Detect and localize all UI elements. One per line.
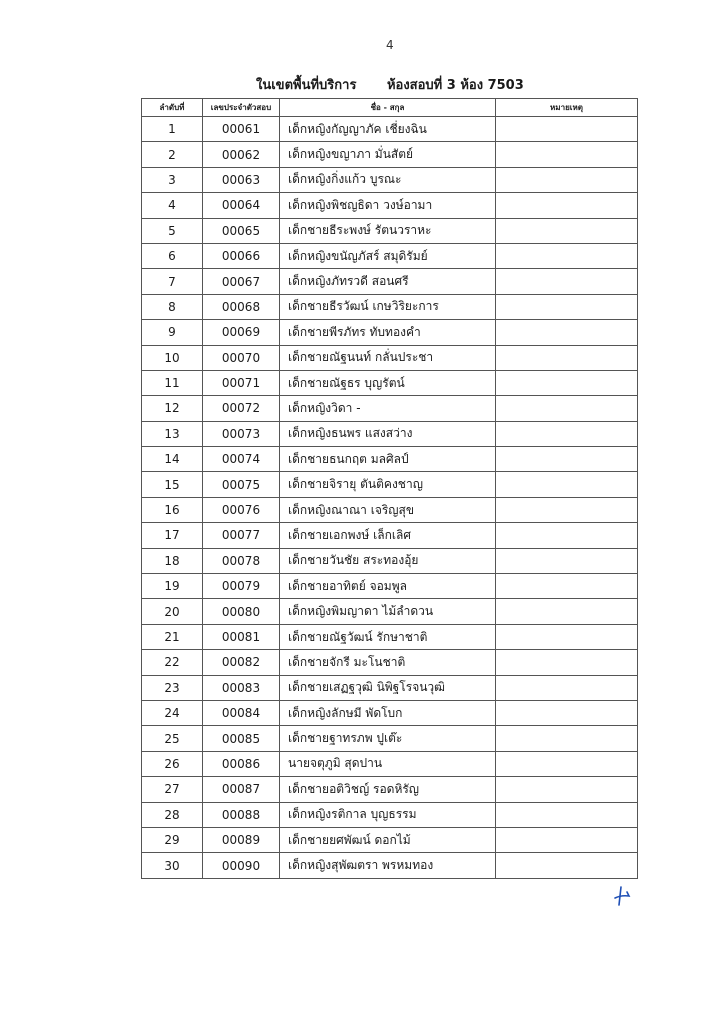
row-student-name: เด็กหญิงขนัญภัสร์ สมุดิรัมย์ — [280, 243, 496, 268]
row-order-number: 5 — [142, 218, 203, 243]
row-student-name: เด็กชายวันชัย สระทองอุ้ย — [280, 548, 496, 573]
row-order-number: 6 — [142, 243, 203, 268]
row-student-name: เด็กชายณัฐธร บุญรัตน์ — [280, 370, 496, 395]
row-exam-id: 00080 — [203, 599, 280, 624]
row-student-name: เด็กหญิงธนพร แสงสว่าง — [280, 421, 496, 446]
row-order-number: 20 — [142, 599, 203, 624]
table-row — [142, 243, 638, 268]
row-order-number: 1 — [142, 117, 203, 142]
row-remarks — [496, 320, 638, 345]
row-exam-id: 00062 — [203, 142, 280, 167]
row-remarks — [496, 117, 638, 142]
table-row — [142, 700, 638, 725]
row-order-number: 9 — [142, 320, 203, 345]
row-student-name: เด็กหญิงภัทรวดี สอนศรี — [280, 269, 496, 294]
table-row — [142, 345, 638, 370]
row-student-name: เด็กหญิงพิมญาดา ไม้ลำดวน — [280, 599, 496, 624]
column-header-name: ชื่อ - สกุล — [280, 99, 496, 117]
row-order-number: 8 — [142, 294, 203, 319]
row-remarks — [496, 167, 638, 192]
row-remarks — [496, 243, 638, 268]
row-remarks — [496, 700, 638, 725]
row-remarks — [496, 574, 638, 599]
row-exam-id: 00074 — [203, 447, 280, 472]
row-remarks — [496, 370, 638, 395]
row-order-number: 27 — [142, 777, 203, 802]
table-row — [142, 421, 638, 446]
table-row — [142, 650, 638, 675]
row-student-name: เด็กหญิงณาณา เจริญสุข — [280, 497, 496, 522]
row-student-name: เด็กชายเอกพงษ์ เล็กเลิศ — [280, 523, 496, 548]
row-student-name: เด็กชายณัฐวัฒน์ รักษาชาติ — [280, 624, 496, 649]
row-exam-id: 00071 — [203, 370, 280, 395]
table-row — [142, 726, 638, 751]
row-remarks — [496, 548, 638, 573]
row-exam-id: 00083 — [203, 675, 280, 700]
table-row — [142, 269, 638, 294]
table-row — [142, 802, 638, 827]
row-exam-id: 00078 — [203, 548, 280, 573]
page-number: 4 — [386, 38, 394, 52]
row-remarks — [496, 751, 638, 776]
row-exam-id: 00073 — [203, 421, 280, 446]
row-exam-id: 00070 — [203, 345, 280, 370]
row-order-number: 7 — [142, 269, 203, 294]
row-exam-id: 00075 — [203, 472, 280, 497]
row-order-number: 14 — [142, 447, 203, 472]
row-remarks — [496, 599, 638, 624]
row-remarks — [496, 497, 638, 522]
handwritten-initial-mark — [612, 884, 632, 908]
row-order-number: 4 — [142, 193, 203, 218]
table-row — [142, 294, 638, 319]
row-order-number: 13 — [142, 421, 203, 446]
row-order-number: 25 — [142, 726, 203, 751]
row-student-name: เด็กชายธนกฤต มลศิลป์ — [280, 447, 496, 472]
row-order-number: 29 — [142, 827, 203, 852]
row-remarks — [496, 294, 638, 319]
candidate-table — [141, 98, 638, 879]
row-exam-id: 00067 — [203, 269, 280, 294]
table-row — [142, 548, 638, 573]
row-remarks — [496, 345, 638, 370]
row-exam-id: 00089 — [203, 827, 280, 852]
row-remarks — [496, 523, 638, 548]
table-row — [142, 624, 638, 649]
page-header — [256, 74, 524, 95]
table-row — [142, 827, 638, 852]
row-student-name: เด็กหญิงพิชญธิดา วงษ์อามา — [280, 193, 496, 218]
row-exam-id: 00066 — [203, 243, 280, 268]
table-row — [142, 853, 638, 878]
column-header-remarks: หมายเหตุ — [496, 99, 638, 117]
table-row — [142, 675, 638, 700]
table-row — [142, 218, 638, 243]
row-order-number: 11 — [142, 370, 203, 395]
row-remarks — [496, 802, 638, 827]
row-order-number: 3 — [142, 167, 203, 192]
row-order-number: 30 — [142, 853, 203, 878]
table-row — [142, 497, 638, 522]
row-remarks — [496, 269, 638, 294]
row-order-number: 10 — [142, 345, 203, 370]
table-row — [142, 370, 638, 395]
row-order-number: 22 — [142, 650, 203, 675]
row-order-number: 17 — [142, 523, 203, 548]
row-student-name: เด็กชายยศพัฒน์ ดอกไม้ — [280, 827, 496, 852]
row-student-name: เด็กหญิงกิ่งแก้ว บูรณะ — [280, 167, 496, 192]
row-exam-id: 00090 — [203, 853, 280, 878]
row-student-name: เด็กหญิงกัญญาภัค เชี่ยงฉิน — [280, 117, 496, 142]
row-remarks — [496, 675, 638, 700]
row-order-number: 12 — [142, 396, 203, 421]
row-student-name: เด็กชายอติวิชญ์ รอดหิรัญ — [280, 777, 496, 802]
row-remarks — [496, 193, 638, 218]
row-student-name: นายจตุภูมิ สุดปาน — [280, 751, 496, 776]
table-row — [142, 320, 638, 345]
row-remarks — [496, 421, 638, 446]
service-area-title: ในเขตพื้นที่บริการ — [256, 78, 357, 93]
row-order-number: 24 — [142, 700, 203, 725]
row-student-name: เด็กชายเสฏฐวุฒิ นิพิฐโรจนวุฒิ — [280, 675, 496, 700]
table-row — [142, 142, 638, 167]
table-row — [142, 472, 638, 497]
row-exam-id: 00088 — [203, 802, 280, 827]
row-student-name: เด็กชายพีรภัทร ทับทองคำ — [280, 320, 496, 345]
table-row — [142, 777, 638, 802]
row-exam-id: 00069 — [203, 320, 280, 345]
row-order-number: 28 — [142, 802, 203, 827]
row-exam-id: 00079 — [203, 574, 280, 599]
row-exam-id: 00061 — [203, 117, 280, 142]
row-exam-id: 00081 — [203, 624, 280, 649]
row-order-number: 19 — [142, 574, 203, 599]
row-order-number: 21 — [142, 624, 203, 649]
row-student-name: เด็กชายธีรวัฒน์ เกษวิริยะการ — [280, 294, 496, 319]
row-exam-id: 00087 — [203, 777, 280, 802]
column-header-order: ลำดับที่ — [142, 99, 203, 117]
row-student-name: เด็กชายจักรี มะโนชาติ — [280, 650, 496, 675]
row-student-name: เด็กชายจิรายุ ตันติคงชาญ — [280, 472, 496, 497]
row-exam-id: 00065 — [203, 218, 280, 243]
row-student-name: เด็กหญิงลักษมี พัดโบก — [280, 700, 496, 725]
row-student-name: เด็กชายอาทิตย์ จอมพูล — [280, 574, 496, 599]
row-remarks — [496, 853, 638, 878]
row-student-name: เด็กหญิงรติกาล บุญธรรม — [280, 802, 496, 827]
table-row — [142, 751, 638, 776]
row-remarks — [496, 218, 638, 243]
row-remarks — [496, 777, 638, 802]
row-exam-id: 00063 — [203, 167, 280, 192]
row-exam-id: 00084 — [203, 700, 280, 725]
row-exam-id: 00072 — [203, 396, 280, 421]
table-body — [142, 117, 638, 879]
row-student-name: เด็กหญิงขญาภา มั่นสัตย์ — [280, 142, 496, 167]
table-row — [142, 447, 638, 472]
row-remarks — [496, 650, 638, 675]
table-row — [142, 523, 638, 548]
row-remarks — [496, 396, 638, 421]
table-row — [142, 599, 638, 624]
row-student-name: เด็กชายธีระพงษ์ รัตนวราหะ — [280, 218, 496, 243]
row-student-name: เด็กหญิงวิดา - — [280, 396, 496, 421]
exam-room-title: ห้องสอบที่ 3 ห้อง 7503 — [386, 78, 524, 93]
row-exam-id: 00085 — [203, 726, 280, 751]
row-order-number: 16 — [142, 497, 203, 522]
row-student-name: เด็กชายฐาทรภพ ปูเต๊ะ — [280, 726, 496, 751]
table-row — [142, 167, 638, 192]
row-exam-id: 00082 — [203, 650, 280, 675]
row-exam-id: 00077 — [203, 523, 280, 548]
table-header-row — [142, 99, 638, 117]
row-remarks — [496, 726, 638, 751]
row-remarks — [496, 447, 638, 472]
row-exam-id: 00086 — [203, 751, 280, 776]
table-row — [142, 396, 638, 421]
row-order-number: 26 — [142, 751, 203, 776]
row-remarks — [496, 142, 638, 167]
row-order-number: 18 — [142, 548, 203, 573]
row-remarks — [496, 472, 638, 497]
row-exam-id: 00064 — [203, 193, 280, 218]
row-remarks — [496, 827, 638, 852]
table-row — [142, 574, 638, 599]
table-row — [142, 193, 638, 218]
row-order-number: 15 — [142, 472, 203, 497]
row-student-name: เด็กหญิงสุพัฒตรา พรหมทอง — [280, 853, 496, 878]
row-order-number: 2 — [142, 142, 203, 167]
row-order-number: 23 — [142, 675, 203, 700]
row-remarks — [496, 624, 638, 649]
column-header-exam-id: เลขประจำตัวสอบ — [203, 99, 280, 117]
row-exam-id: 00076 — [203, 497, 280, 522]
table-row — [142, 117, 638, 142]
row-student-name: เด็กชายณัฐนนท์ กลั่นประชา — [280, 345, 496, 370]
row-exam-id: 00068 — [203, 294, 280, 319]
